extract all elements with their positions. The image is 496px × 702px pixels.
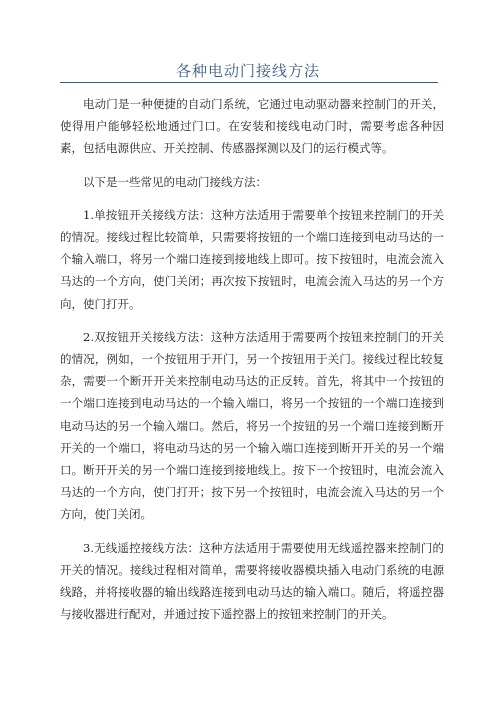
paragraph-method-1: 1.单按钮开关接线方法：这种方法适用于需要单个按钮来控制门的开关的情况。接线过程比较简单，只需要将按钮的一个端口连接到电动马达的一个输入端口，将另一个端口连接到接地线上即可。按下按钮时，电流会流入马达的一个方向，使门关闭；再次按下按钮时，电流会流入马达的另一个方向，使门打开。	[60, 207, 444, 311]
paragraph-method-2: 2.双按钮开关接线方法：这种方法适用于需要两个按钮来控制门的开关的情况，例如，一个按钮用于开门，另一个按钮用于关门。接线过程比较复杂，需要一个断开开关来控制电动马达的正反转。首先，将其中一个按钮的一个端口连接到电动马达的一个输入端口，将另一个按钮的一个端口连接到电动马达的另一个输入端口。然后，将另一个按钮的另一个端口连接到断开开关的一个端口，将电动马达的另一个输入端口连接到断开开关的另一个端口。断开开关的另一个端口连接到接地线上。按下一个按钮时，电流会流入马达的一个方向，使门打开；按下另一个按钮时，电流会流入马达的另一个方向，使门关闭。	[60, 329, 444, 522]
paragraph-method-3: 3.无线遥控接线方法：这种方法适用于需要使用无线遥控器来控制门的开关的情况。接线过程相对简单，需要将接收器模块插入电动门系统的电源线路，并将接收器的输出线路连接到电动马达的输入端口。随后，将遥控器与接收器进行配对，并通过按下遥控器上的按钮来控制门的开关。	[60, 540, 444, 622]
paragraph-lead: 以下是一些常见的电动门接线方法：	[83, 174, 267, 189]
title-divider	[60, 82, 438, 83]
document-title: 各种电动门接线方法	[175, 62, 320, 80]
paragraph-intro: 电动门是一种便捷的自动门系统，它通过电动驱动器来控制门的开关，使得用户能够轻松地通过门口。在安装和接线电动门时，需要考虑各种因素，包括电源供应、开关控制、传感器探测以及门的运行模式等。	[60, 97, 444, 156]
document-body	[60, 93, 444, 636]
